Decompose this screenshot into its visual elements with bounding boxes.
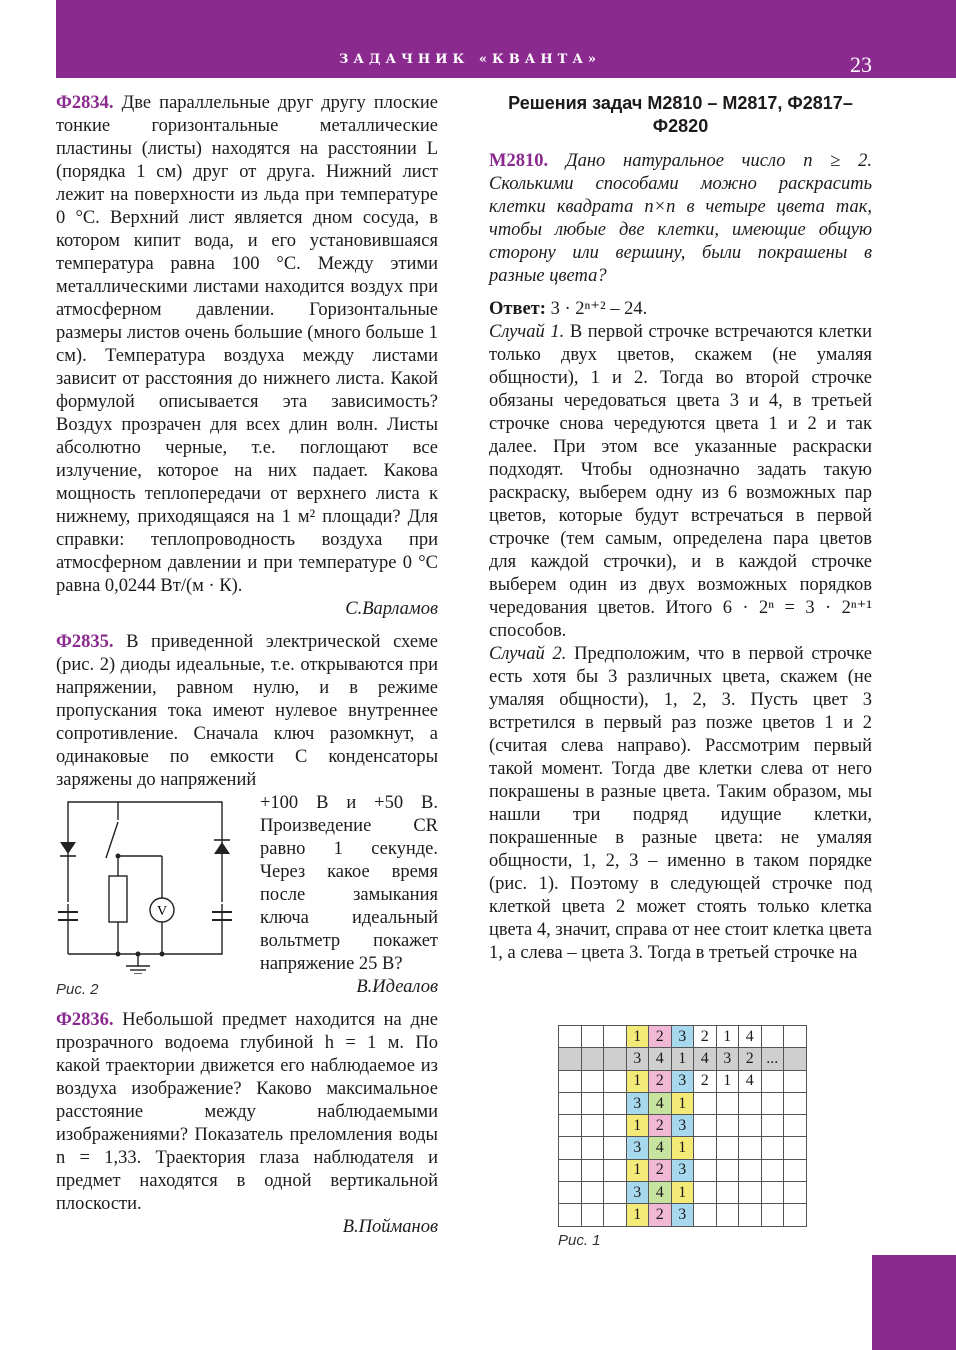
grid-cell: 2 bbox=[739, 1048, 762, 1070]
grid-cell bbox=[739, 1204, 762, 1226]
grid-cell: 2 bbox=[649, 1070, 672, 1092]
journal-section-title: ЗАДАЧНИК «КВАНТА» bbox=[338, 52, 602, 67]
grid-cell: 1 bbox=[626, 1115, 649, 1137]
grid-cell bbox=[716, 1137, 739, 1159]
grid-cell bbox=[716, 1159, 739, 1181]
figure-caption: Рис. 1 bbox=[558, 1232, 601, 1249]
grid-cell: 1 bbox=[626, 1026, 649, 1048]
grid-cell: 4 bbox=[649, 1137, 672, 1159]
grid-cell bbox=[559, 1092, 582, 1114]
problem-id: М2810. bbox=[489, 151, 549, 171]
grid-cell bbox=[784, 1159, 807, 1181]
grid-cell: 3 bbox=[716, 1048, 739, 1070]
answer-line bbox=[489, 298, 872, 321]
grid-cell bbox=[716, 1204, 739, 1226]
grid-cell bbox=[784, 1070, 807, 1092]
right-column bbox=[489, 92, 872, 965]
grid-cell bbox=[581, 1048, 604, 1070]
grid-cell: 4 bbox=[649, 1092, 672, 1114]
grid-cell bbox=[694, 1115, 717, 1137]
problem-author: В.Идеалов bbox=[356, 977, 438, 997]
grid-cell bbox=[559, 1159, 582, 1181]
grid-cell bbox=[761, 1092, 784, 1114]
grid-row bbox=[559, 1070, 807, 1092]
grid-cell bbox=[739, 1137, 762, 1159]
grid-cell: 1 bbox=[671, 1092, 694, 1114]
grid-cell: 3 bbox=[626, 1137, 649, 1159]
grid-cell bbox=[739, 1182, 762, 1204]
grid-cell: 1 bbox=[671, 1137, 694, 1159]
coloring-grid bbox=[558, 1025, 807, 1227]
grid-cell bbox=[604, 1115, 627, 1137]
grid-cell bbox=[694, 1159, 717, 1181]
case-2 bbox=[489, 643, 872, 965]
grid-row bbox=[559, 1092, 807, 1114]
page-number: 23 bbox=[850, 52, 872, 77]
problem-text-side: +100 В и +50 В. Произведение CR равно 1 секунде. Через какое время после замыкания ключа идеальный вольтметр покажет напряжение 25 В? bbox=[260, 793, 438, 974]
answer-value: 3 · 2ⁿ⁺² – 24. bbox=[550, 299, 648, 319]
grid-cell bbox=[581, 1182, 604, 1204]
grid-cell bbox=[604, 1026, 627, 1048]
case-text: В первой строчке встречаются клетки только двух цветов, скажем (не умаляя общности), 1 и 2. Тогда во второй строчке обязаны чередоваться цвета 3 и 4, в третьей строчке снова чередуются цвета 1 и 2 и так далее. При этом все указанные раскраски подходят. Чтобы однозначно задать такую раскраску, выберем одну из 6 возможных пар цветов, которые будут встречаться в первой строчке (тем самым, определена пара цветов для каждой строчки), и в каждой строчке выберем один из двух возможных порядков чередования цветов. Итого 6 · 2ⁿ = 3 · 2ⁿ⁺¹ способов. bbox=[489, 322, 873, 641]
grid-cell: 1 bbox=[671, 1048, 694, 1070]
grid-row bbox=[559, 1137, 807, 1159]
grid-row bbox=[559, 1159, 807, 1181]
grid-cell: 3 bbox=[671, 1159, 694, 1181]
grid-cell bbox=[581, 1092, 604, 1114]
grid-cell: 2 bbox=[694, 1026, 717, 1048]
grid-cell bbox=[581, 1070, 604, 1092]
grid-cell bbox=[604, 1070, 627, 1092]
grid-cell: 3 bbox=[626, 1092, 649, 1114]
grid-cell bbox=[581, 1137, 604, 1159]
grid-cell bbox=[739, 1159, 762, 1181]
grid-cell bbox=[581, 1026, 604, 1048]
grid-cell bbox=[559, 1182, 582, 1204]
problem-text: Небольшой предмет находится на дне прозрачного водоема глубиной h = 1 м. По какой траектории движется его наблюдаемое из воздуха изображение? Каково максимальное расстояние между наблюдаемыми изображениями? Показатель преломления воды n = 1,33. Траектория глаза наблюдателя и предмет находятся в одной вертикальной плоскости. bbox=[56, 1010, 439, 1214]
problem-f2836 bbox=[56, 1009, 438, 1216]
grid-row bbox=[559, 1204, 807, 1226]
grid-cell bbox=[559, 1115, 582, 1137]
grid-cell bbox=[604, 1048, 627, 1070]
circuit-diagram bbox=[56, 798, 246, 974]
solutions-heading: Решения задач М2810 – М2817, Ф2817–Ф2820 bbox=[508, 93, 853, 136]
grid-cell bbox=[604, 1159, 627, 1181]
grid-cell bbox=[784, 1137, 807, 1159]
grid-cell: 1 bbox=[716, 1070, 739, 1092]
grid-cell bbox=[694, 1092, 717, 1114]
grid-row bbox=[559, 1182, 807, 1204]
grid-cell bbox=[761, 1115, 784, 1137]
grid-cell bbox=[784, 1182, 807, 1204]
grid-cell bbox=[716, 1115, 739, 1137]
grid-cell: 3 bbox=[626, 1048, 649, 1070]
grid-cell: 4 bbox=[739, 1070, 762, 1092]
grid-cell: ... bbox=[761, 1048, 784, 1070]
grid-cell: 2 bbox=[649, 1159, 672, 1181]
problem-m2810 bbox=[489, 150, 872, 288]
problem-id: Ф2834. bbox=[56, 93, 114, 113]
grid-cell bbox=[559, 1026, 582, 1048]
figure-caption: Рис. 2 bbox=[56, 981, 99, 998]
voltmeter-label: V bbox=[156, 904, 168, 919]
case-text: Предположим, что в первой строчке есть хотя бы 3 различных цвета, скажем (не умаляя общности), 1, 2, 3. Пусть цвет 3 встретился в первый раз позже цветов 1 и 2 (считая слева направо). Рассмотрим первый такой момент. Тогда две клетки слева от него покрашены в разные цвета. Таким образом, мы нашли три подряд идущие клетки, покрашенные в разные цвета: не умаляя общности, 1, 2, 3 – именно в таком порядке (рис. 1). Поэтому в следующей строчке под клеткой цвета 2 может стоять только клетка цвета 4, значит, справа от нее стоит клетка цвета 1, а слева – цвета 3. Тогда в третьей строчке на bbox=[489, 644, 873, 963]
grid-row bbox=[559, 1048, 807, 1070]
grid-cell bbox=[604, 1182, 627, 1204]
grid-cell: 4 bbox=[649, 1182, 672, 1204]
grid-cell: 3 bbox=[671, 1026, 694, 1048]
problem-f2835 bbox=[56, 631, 438, 792]
problem-statement: Дано натуральное число n ≥ 2. Сколькими способами можно раскрасить клетки квадрата n×n в четыре цвета так, чтобы любые две клетки, имеющие общую сторону или вершину, были покрашены в разные цвета? bbox=[489, 151, 873, 286]
grid-cell bbox=[784, 1115, 807, 1137]
grid-cell bbox=[604, 1137, 627, 1159]
grid-cell bbox=[559, 1137, 582, 1159]
grid-cell: 2 bbox=[649, 1115, 672, 1137]
grid-cell: 2 bbox=[649, 1026, 672, 1048]
grid-cell bbox=[761, 1204, 784, 1226]
answer-label: Ответ: bbox=[489, 299, 546, 319]
grid-cell bbox=[559, 1070, 582, 1092]
grid-cell bbox=[761, 1070, 784, 1092]
grid-cell bbox=[694, 1204, 717, 1226]
grid-cell: 1 bbox=[626, 1204, 649, 1226]
problem-author: В.Пойманов bbox=[342, 1217, 438, 1237]
grid-cell bbox=[761, 1159, 784, 1181]
grid-cell bbox=[739, 1115, 762, 1137]
grid-row bbox=[559, 1115, 807, 1137]
grid-cell: 2 bbox=[649, 1204, 672, 1226]
grid-cell bbox=[761, 1137, 784, 1159]
grid-cell bbox=[604, 1092, 627, 1114]
grid-cell bbox=[604, 1204, 627, 1226]
grid-cell: 3 bbox=[671, 1204, 694, 1226]
corner-tab bbox=[872, 1255, 956, 1350]
grid-cell bbox=[761, 1026, 784, 1048]
problem-text: Две параллельные друг другу плоские тонкие горизонтальные металлические пластины (листы) находятся на расстоянии L (порядка 1 см) друг от друга. Нижний лист лежит на поверхности из льда при температуре 0 °С. Верхний лист является дном сосуда, в котором кипит вода, и его установившаяся температура равна 100 °С. Между этими металлическими листами находится воздух при атмосферном давлении. Горизонтальные размеры листов очень большие (много больше 1 см). Температура воздуха между листами зависит от расстояния до нижнего листа. Какой формулой описывается эта зависимость? Воздух прозрачен для всех длин волн. Листы абсолютно черные, т.е. поглощают все излучение, которое на них падает. Какова мощность теплопередачи от верхнего листа к нижнему, приходящаяся на 1 м² площади? Для справки: теплопроводность воздуха при атмосферном давлении и при температуре 0 °С равна 0,0244 Вт/(м · К). bbox=[56, 93, 439, 596]
grid-cell bbox=[784, 1026, 807, 1048]
grid-cell: 3 bbox=[671, 1115, 694, 1137]
figure-2 bbox=[56, 792, 438, 976]
case-1 bbox=[489, 321, 872, 643]
grid-cell bbox=[559, 1048, 582, 1070]
grid-cell bbox=[716, 1092, 739, 1114]
problem-text: В приведенной электрической схеме (рис. 2) диоды идеальные, т.е. открываются при напряжении, равном нулю, и в режиме пропускания тока имеют нулевое внутреннее сопротивление. Сначала ключ разомкнут, а одинаковые по емкости C конденсаторы заряжены до напряжений bbox=[56, 632, 439, 790]
grid-cell: 3 bbox=[671, 1070, 694, 1092]
grid-cell bbox=[784, 1204, 807, 1226]
problem-id: Ф2836. bbox=[56, 1010, 114, 1030]
grid-cell bbox=[784, 1092, 807, 1114]
grid-cell: 1 bbox=[626, 1070, 649, 1092]
case-label: Случай 2. bbox=[489, 644, 567, 664]
left-column bbox=[56, 92, 438, 1239]
grid-cell bbox=[761, 1182, 784, 1204]
grid-cell: 1 bbox=[716, 1026, 739, 1048]
grid-row bbox=[559, 1026, 807, 1048]
grid-cell bbox=[716, 1182, 739, 1204]
grid-cell bbox=[581, 1159, 604, 1181]
problem-f2834 bbox=[56, 92, 438, 598]
grid-cell: 1 bbox=[671, 1182, 694, 1204]
grid-cell bbox=[581, 1204, 604, 1226]
grid-cell: 1 bbox=[626, 1159, 649, 1181]
grid-cell: 4 bbox=[739, 1026, 762, 1048]
grid-cell: 4 bbox=[649, 1048, 672, 1070]
problem-author: С.Варламов bbox=[345, 599, 438, 619]
grid-cell bbox=[784, 1048, 807, 1070]
grid-cell bbox=[694, 1182, 717, 1204]
grid-cell bbox=[559, 1204, 582, 1226]
grid-cell: 2 bbox=[694, 1070, 717, 1092]
grid-cell bbox=[694, 1137, 717, 1159]
grid-cell: 4 bbox=[694, 1048, 717, 1070]
case-label: Случай 1. bbox=[489, 322, 565, 342]
grid-cell bbox=[581, 1115, 604, 1137]
grid-cell: 3 bbox=[626, 1182, 649, 1204]
problem-id: Ф2835. bbox=[56, 632, 114, 652]
grid-cell bbox=[739, 1092, 762, 1114]
